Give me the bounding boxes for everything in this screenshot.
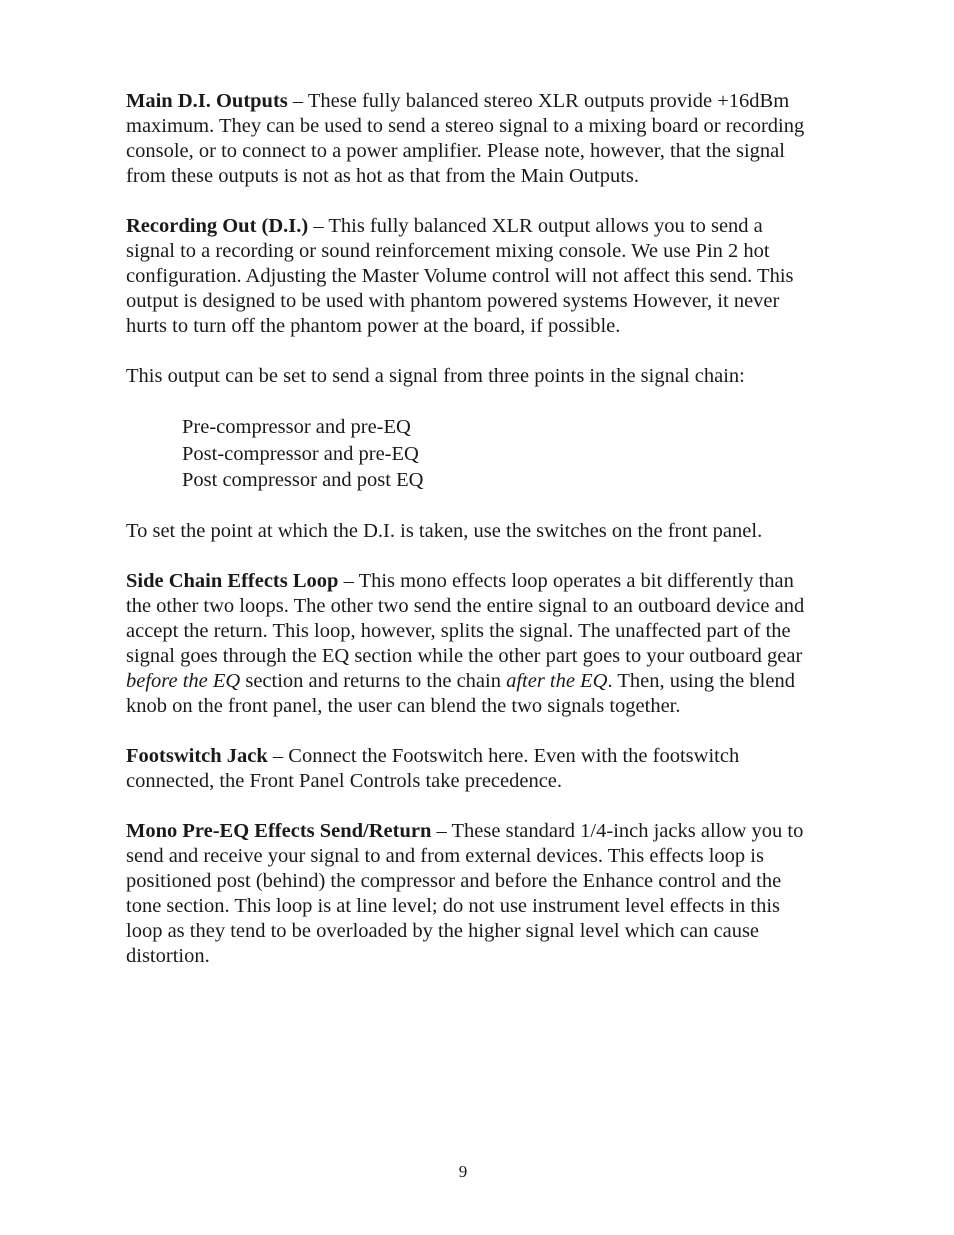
page-number: 9: [458, 1162, 468, 1181]
side-chain-text-2: section and returns to the chain: [240, 669, 507, 692]
mono-pre-eq-heading: Mono Pre-EQ Effects Send/Return: [126, 819, 432, 842]
main-di-outputs-text: – These fully balanced stereo XLR outputs provide +16dBm maximum. They can be used to send a stereo signal to a mixing board or recording console, or to connect to a power amplifier. Please note, however, that the signal from these outputs is not as hot as that from the Main Outputs.: [126, 90, 805, 187]
main-di-outputs-heading: Main D.I. Outputs: [126, 90, 288, 112]
recording-out-paragraph: [126, 214, 816, 339]
main-di-outputs-paragraph: [126, 89, 816, 189]
recording-out-heading: Recording Out (D.I.): [126, 215, 309, 237]
mono-pre-eq-text: – These standard 1/4-inch jacks allow you to send and receive your signal to and from external devices. This effects loop is positioned post (behind) the compressor and before the Enhance control and the tone section. This loop is at line level; do not use instrument level effects in this loop as they tend to be overloaded by the higher signal level which can cause distortion.: [126, 819, 804, 967]
di-point-paragraph: To set the point at which the D.I. is taken, use the switches on the front panel.: [126, 519, 763, 542]
side-chain-text-1: – This mono effects loop operates a bit differently than the other two loops. The other two send the entire signal to an outboard device and accept the return. This loop, however, splits the signal. The unaffected part of the signal goes through the EQ section while the other part goes to your outboard gear: [126, 569, 805, 667]
side-chain-emphasis-before-eq: before the EQ: [126, 669, 241, 692]
footswitch-heading: Footswitch Jack: [126, 744, 268, 767]
signal-chain-list: [182, 414, 816, 494]
document-page: [126, 89, 816, 994]
signal-chain-intro: This output can be set to send a signal from three points in the signal chain:: [126, 365, 745, 387]
mono-pre-eq-paragraph: [126, 819, 816, 969]
footswitch-text: – Connect the Footswitch here. Even with the footswitch connected, the Front Panel Controls take precedence.: [126, 744, 740, 792]
side-chain-text-3: . Then, using the blend knob on the front panel, the user can blend the two signals together.: [126, 669, 795, 717]
side-chain-paragraph: [126, 569, 816, 719]
side-chain-emphasis-after-eq: after the EQ: [506, 669, 608, 692]
side-chain-heading: Side Chain Effects Loop: [126, 569, 339, 592]
recording-out-text: – This fully balanced XLR output allows you to send a signal to a recording or sound reinforcement mixing console. We use Pin 2 hot configuration. Adjusting the Master Volume control will not affect this send. This output is designed to be used with phantom powered systems However, it never hurts to turn off the phantom power at the board, if possible.: [126, 215, 794, 337]
footswitch-paragraph: [126, 744, 816, 794]
signal-chain-item: Post-compressor and pre-EQ: [182, 442, 419, 465]
signal-chain-item: Pre-compressor and pre-EQ: [182, 416, 411, 438]
signal-chain-item: Post compressor and post EQ: [182, 469, 424, 491]
